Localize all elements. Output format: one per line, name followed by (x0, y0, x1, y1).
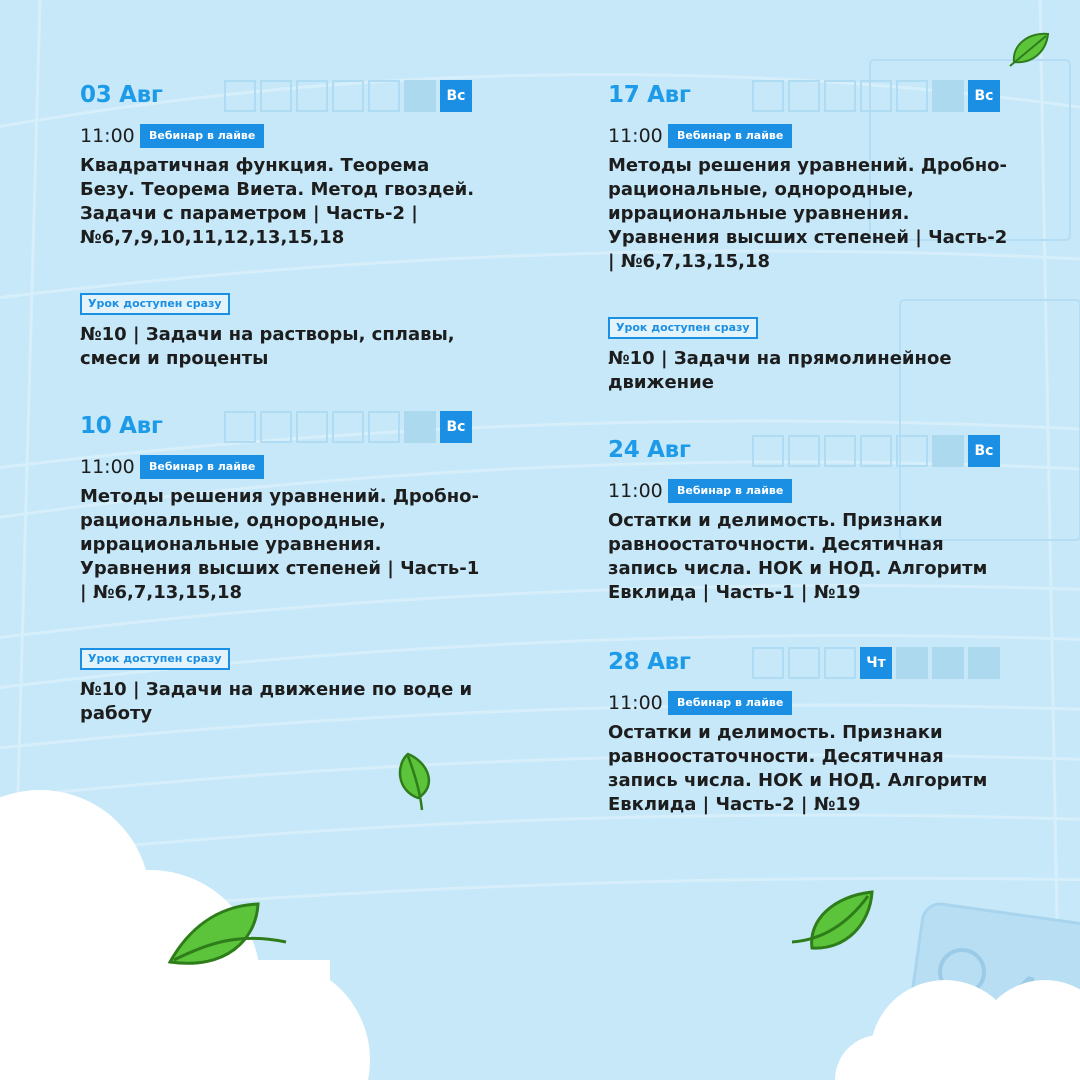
weekday-cell (332, 411, 364, 443)
active-weekday: Вс (440, 80, 472, 112)
weekday-cell (260, 411, 292, 443)
entry-date: 10 Авг (80, 413, 163, 439)
webinar-badge: Вебинар в лайве (140, 455, 264, 479)
time-row (80, 122, 480, 150)
time-row (608, 689, 1008, 717)
weekday-cell (752, 435, 784, 467)
entry-date: 28 Авг (608, 649, 691, 675)
entry-header (608, 435, 1008, 471)
entry-time: 11:00 (608, 692, 663, 714)
entry-date: 03 Авг (80, 82, 163, 108)
weekday-cell (860, 435, 892, 467)
lesson-title: №10 | Задачи на прямолинейное движение (608, 348, 952, 393)
weekday-cell (824, 647, 856, 679)
lesson-title: №10 | Задачи на движение по воде и работу (80, 679, 473, 724)
weekday-cell (824, 435, 856, 467)
webinar-badge: Вебинар в лайве (668, 479, 792, 503)
weekday-cell (404, 80, 436, 112)
weekday-cell (224, 411, 256, 443)
weekday-cell (896, 80, 928, 112)
weekday-cell (932, 435, 964, 467)
weekday-cell (824, 80, 856, 112)
active-weekday: Вс (968, 435, 1000, 467)
time-row (80, 453, 480, 481)
lesson-title: Методы решения уравнений. Дробно-рациональные, однородные, иррациональные уравнения. Уравнения высших степеней | Часть-1 | №6,7,13,15,18 (80, 486, 480, 603)
entry-time: 11:00 (80, 456, 135, 478)
schedule-entry (608, 80, 1008, 274)
week-strip (752, 647, 1004, 679)
webinar-badge: Вебинар в лайве (668, 691, 792, 715)
entry-header (80, 411, 480, 447)
weekday-cell (224, 80, 256, 112)
entry-time: 11:00 (80, 125, 135, 147)
leaf-icon (1008, 30, 1052, 68)
week-strip (224, 80, 476, 112)
lesson-title: Методы решения уравнений. Дробно-рациональные, однородные, иррациональные уравнения. Уравнения высших степеней | Часть-2 | №6,7,13,15,18 (608, 155, 1008, 272)
active-weekday: Вс (968, 80, 1000, 112)
instant-lesson (80, 647, 480, 726)
schedule-entry (608, 435, 1008, 605)
entry-header (80, 80, 480, 116)
weekday-cell (332, 80, 364, 112)
weekday-cell (296, 80, 328, 112)
weekday-cell (860, 80, 892, 112)
time-row (608, 122, 1008, 150)
webinar-badge: Вебинар в лайве (668, 124, 792, 148)
lesson-title: Квадратичная функция. Теорема Безу. Теорема Виета. Метод гвоздей. Задачи с параметром | Часть-2 | №6,7,9,10,11,12,13,15,18 (80, 155, 475, 248)
lesson-title: Остатки и делимость. Признаки равноостаточности. Десятичная запись числа. НОК и НОД. Алгоритм Евклида | Часть-1 | №19 (608, 510, 988, 603)
entry-date: 24 Авг (608, 437, 691, 463)
active-weekday: Чт (860, 647, 892, 679)
weekday-cell (932, 80, 964, 112)
available-badge: Урок доступен сразу (80, 293, 230, 315)
entry-time: 11:00 (608, 125, 663, 147)
weekday-cell (896, 435, 928, 467)
weekday-cell (752, 80, 784, 112)
weekday-cell (368, 411, 400, 443)
available-badge: Урок доступен сразу (608, 317, 758, 339)
weekday-cell (788, 435, 820, 467)
leaf-icon (394, 750, 440, 812)
leaf-icon (790, 890, 876, 952)
weekday-cell (968, 647, 1000, 679)
weekday-cell (368, 80, 400, 112)
schedule-entry (608, 647, 1008, 817)
weekday-cell (788, 80, 820, 112)
week-strip (752, 80, 1004, 112)
weekday-cell (260, 80, 292, 112)
time-row (608, 477, 1008, 505)
weekday-cell (752, 647, 784, 679)
weekday-cell (896, 647, 928, 679)
entry-header (608, 80, 1008, 116)
lesson-title: Остатки и делимость. Признаки равноостаточности. Десятичная запись числа. НОК и НОД. Алгоритм Евклида | Часть-2 | №19 (608, 722, 988, 815)
schedule-entry (80, 80, 480, 250)
entry-time: 11:00 (608, 480, 663, 502)
instant-lesson (608, 316, 1008, 395)
available-badge: Урок доступен сразу (80, 648, 230, 670)
weekday-cell (404, 411, 436, 443)
weekday-cell (932, 647, 964, 679)
week-strip (224, 411, 476, 443)
schedule-entry (80, 411, 480, 605)
week-strip (752, 435, 1004, 467)
webinar-badge: Вебинар в лайве (140, 124, 264, 148)
weekday-cell (296, 411, 328, 443)
weekday-cell (788, 647, 820, 679)
leaf-icon (166, 900, 290, 976)
active-weekday: Вс (440, 411, 472, 443)
lesson-title: №10 | Задачи на растворы, сплавы, смеси и проценты (80, 324, 455, 369)
entry-date: 17 Авг (608, 82, 691, 108)
instant-lesson (80, 292, 480, 371)
entry-header (608, 647, 1008, 683)
